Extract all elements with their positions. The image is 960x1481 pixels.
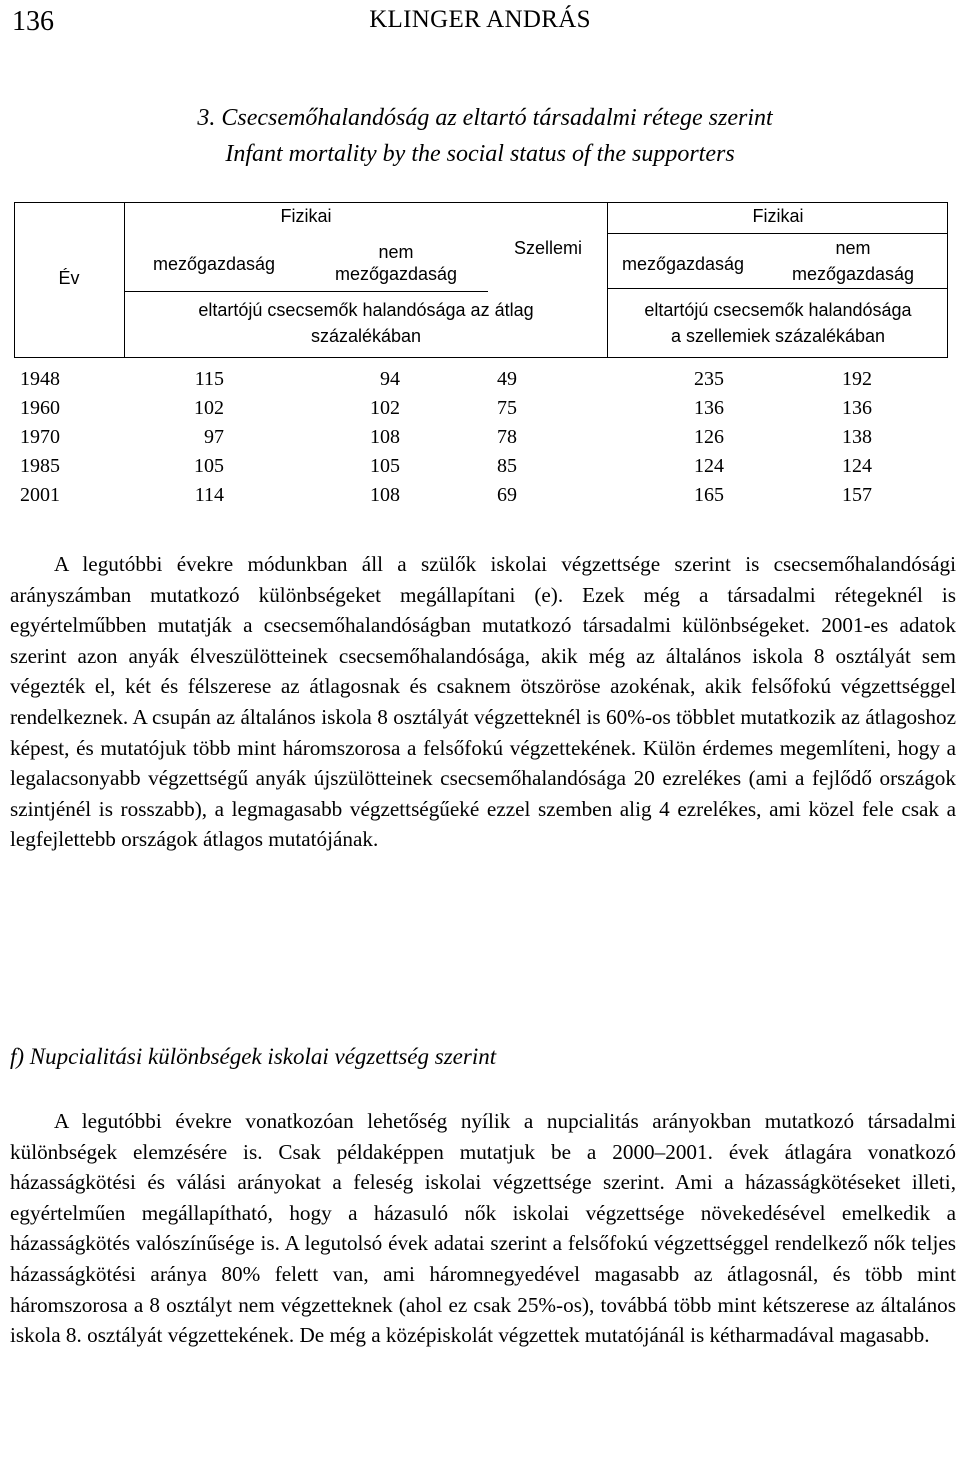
year-cell: 1970 [20, 426, 60, 448]
value-cell: 192 [842, 368, 872, 390]
value-cell: 126 [694, 426, 724, 448]
right-subheader-line1: eltartójú csecsemők halandósága [644, 300, 912, 320]
value-cell: 69 [497, 484, 517, 506]
page-number: 136 [12, 6, 54, 37]
table-row [0, 455, 960, 484]
value-cell: 78 [497, 426, 517, 448]
nem-right-header-line1: nem [835, 238, 871, 258]
value-cell: 105 [194, 455, 224, 477]
value-cell: 102 [370, 397, 400, 419]
section-heading: f) Nupcialitási különbségek iskolai végzettség szerint [10, 1044, 497, 1069]
year-cell: 1948 [20, 368, 60, 390]
nem-right-header-line2: mezőgazdaság [791, 264, 915, 284]
nem-left-header-line1: nem [378, 242, 414, 262]
table-title [0, 100, 960, 172]
value-cell: 136 [694, 397, 724, 419]
mezogazdasag-left-header: mezőgazdaság [152, 254, 276, 274]
value-cell: 108 [370, 426, 400, 448]
value-cell: 105 [370, 455, 400, 477]
value-cell: 124 [694, 455, 724, 477]
right-divider [608, 288, 948, 289]
szellemi-header: Szellemi [513, 238, 583, 258]
value-cell: 115 [194, 368, 224, 390]
table-row [0, 484, 960, 513]
nem-left-header-line2: mezőgazdaság [334, 264, 458, 284]
year-cell: 1985 [20, 455, 60, 477]
value-cell: 124 [842, 455, 872, 477]
body-paragraph-1: A legutóbbi évekre módunkban áll a szülők iskolai végzettsége szerint is csecsemőhalandósági arányszámban mutatkozó különbségeket megállapítani (e). Ezek még a társadalmi rétegeknél is egyértelműbben mutatják a csecsemőhalandóságban mutatkozó társadalmi különbségeket. 2001-es adatok szerint azon anyák élveszülötteinek csecsemőhalandósága, akik még az általános iskola 8 osztályát sem végezték el, két és félszerese az átlagosnak és csaknem ötszöröse azokénak, akik felsőfokú végzettséggel rendelkeznek. A csupán az általános iskola 8 osztályát végzetteknél is 60%-os többlet mutatkozik az átlagoshoz képest, és mutatójuk több mint háromszorosa a felsőfokú végzettekének. Külön érdemes megemlíteni, hogy a legalacsonyabb végzettségű anyák újszülötteinek csecsemőhalandósága 20 ezrelékes (ami a fejlődő országok szintjénél is rosszabb), a legmagasabb végzettségűeké ezzel szemben alig 4 ezrelékes, ami közel fele csak a legfejlettebb országok átlagos mutatójának. [10, 552, 956, 852]
table-row [0, 397, 960, 426]
fizikai-left-label: Fizikai [280, 206, 332, 226]
running-head: KLINGER ANDRÁS [369, 6, 591, 33]
body-paragraph-2: A legutóbbi évekre vonatkozóan lehetőség nyílik a nupcialitás arányokban mutatkozó társadalmi különbségek elemzésére is. Csak példaképpen mutatjuk be a 2000–2001. évek átlagára vonatkozó házasságkötési és válási arányokat a feleség iskolai végzettsége szerint. Ami a házasságkötéseket illeti, egyértelműen megállapítható, hogy a házasuló nők iskolai végzettsége növekedésével emelkedik a házasságkötés valószínűsége is. A legutolsó évek adatai szerint a felsőfokú végzettséggel rendelkező nők teljes házasságkötési aránya 80% felett van, ami háromnegyedével magasabb az átlagosnál, és több mint háromszorosa a 8 osztályt nem végzetteknek (ahol ez csak 25%-os), továbbá több mint kétszerese az általános iskola 8. osztályát végzettekének. De még a középiskolát végzettek mutatójánál is kétharmadával magasabb. [10, 1109, 956, 1348]
value-cell: 102 [194, 397, 224, 419]
value-cell: 136 [842, 397, 872, 419]
right-subheader-line2: a szellemiek százalékában [670, 326, 886, 346]
left-subheader-line2: százalékában [310, 326, 422, 346]
table-title-hungarian: 3. Csecsemőhalandóság az eltartó társadalmi rétege szerint [197, 105, 773, 131]
value-cell: 85 [497, 455, 517, 477]
year-cell: 1960 [20, 397, 60, 419]
value-cell: 49 [497, 368, 517, 390]
table-row [0, 426, 960, 455]
table-row [0, 368, 960, 397]
value-cell: 97 [204, 426, 224, 448]
value-cell: 235 [694, 368, 724, 390]
value-cell: 138 [842, 426, 872, 448]
value-cell: 94 [380, 368, 400, 390]
year-cell: 2001 [20, 484, 60, 506]
year-column-header: Év [58, 268, 80, 288]
left-subheader-line1: eltartójú csecsemők halandósága az átlag [198, 300, 534, 320]
mezogazdasag-right-header: mezőgazdaság [621, 254, 745, 274]
value-cell: 75 [497, 397, 517, 419]
table-title-english: Infant mortality by the social status of the supporters [225, 141, 735, 167]
value-cell: 108 [370, 484, 400, 506]
page-header [0, 0, 960, 40]
table-header [14, 202, 948, 358]
value-cell: 114 [194, 484, 224, 506]
value-cell: 165 [694, 484, 724, 506]
value-cell: 157 [842, 484, 872, 506]
fizikai-right-label: Fizikai [752, 206, 804, 226]
